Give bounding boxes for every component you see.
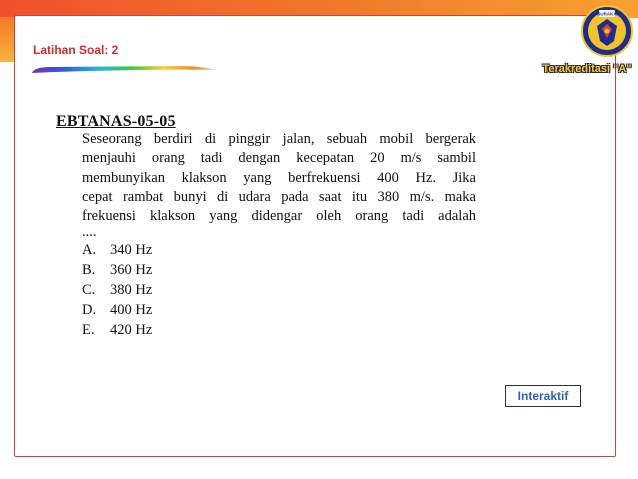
option-value: 380 Hz [110, 282, 153, 299]
answer-option-c [82, 281, 476, 301]
answer-option-e [82, 321, 476, 341]
university-logo-icon [580, 4, 634, 58]
logo-text: SURAKA [597, 11, 617, 17]
answer-options [82, 241, 476, 340]
option-letter: D. [82, 301, 97, 318]
option-value: 420 Hz [110, 321, 153, 338]
question-line: membunyikan klakson yang berfrekuensi 400 Hz. Jika [82, 169, 476, 186]
question-line: cepat rambat bunyi di udara pada saat itu 380 m/s. maka [82, 188, 476, 205]
question-line: frekuensi klakson yang didengar oleh orang tadi adalah [82, 208, 476, 225]
interactive-button[interactable]: Interaktif [505, 385, 581, 407]
question-block [56, 113, 476, 340]
option-letter: A. [82, 242, 97, 259]
question-line: menjauhi orang tadi dengan kecepatan 20 m/s sambil [82, 150, 476, 167]
question-ellipsis: .... [82, 224, 97, 241]
rainbow-swoosh [30, 64, 220, 76]
answer-option-a [82, 241, 476, 261]
accreditation-label: Terakreditasi "A" [542, 63, 632, 75]
left-orange-band [0, 17, 14, 62]
option-letter: B. [82, 262, 96, 279]
option-value: 340 Hz [110, 242, 153, 259]
slide-title: Latihan Soal: 2 [33, 43, 119, 57]
question-code: EBTANAS-05-05 [56, 113, 176, 130]
option-value: 360 Hz [110, 262, 153, 279]
option-letter: C. [82, 282, 96, 299]
answer-option-d [82, 301, 476, 321]
answer-option-b [82, 261, 476, 281]
question-line: Seseorang berdiri di pinggir jalan, sebuah mobil bergerak [82, 131, 476, 147]
option-letter: E. [82, 321, 95, 338]
option-value: 400 Hz [110, 301, 153, 318]
